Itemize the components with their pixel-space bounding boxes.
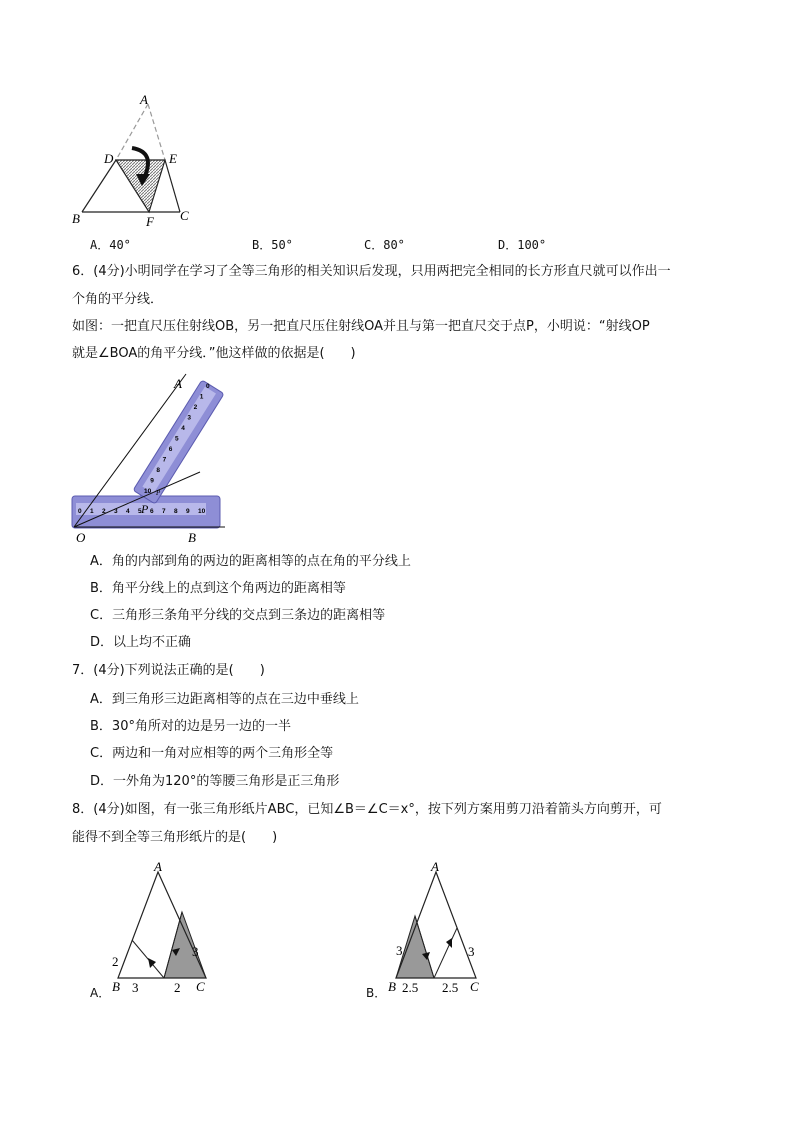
tilted-ruler-tick: 6 bbox=[168, 446, 173, 453]
q8-figure-b bbox=[380, 858, 520, 1000]
horizontal-ruler-tick: 5 bbox=[138, 508, 142, 515]
horizontal-ruler-tick: 2 bbox=[102, 508, 106, 515]
q5-label-F: F bbox=[146, 214, 154, 229]
tilted-ruler-tick: 7 bbox=[162, 456, 167, 464]
q6-label-B: B bbox=[188, 530, 196, 545]
tilted-ruler-tick: 8 bbox=[156, 467, 161, 474]
q7-option-a: A．到三角形三边距离相等的点在三边中垂线上 bbox=[90, 692, 359, 707]
q5-label-B: B bbox=[72, 211, 80, 226]
q8a-label-C: C bbox=[196, 979, 205, 994]
q6-option-a: A．角的内部到角的两边的距离相等的点在角的平分线上 bbox=[90, 554, 411, 569]
horizontal-ruler-tick: 1 bbox=[90, 508, 94, 515]
q7-option-b: B．30°角所对的边是另一边的一半 bbox=[90, 719, 291, 734]
q5-option-c: C．80° bbox=[364, 238, 405, 252]
horizontal-ruler-tick: 4 bbox=[126, 508, 130, 515]
tilted-ruler-tick: 2 bbox=[193, 404, 198, 411]
horizontal-ruler-tick: 7 bbox=[162, 508, 166, 515]
q5-label-D: D bbox=[104, 151, 114, 166]
q6-label-O: O bbox=[76, 530, 86, 545]
tilted-ruler-tick: 0 bbox=[206, 383, 210, 390]
q6-stem-line3: 如图：一把直尺压住射线OB，另一把直尺压住射线OA并且与第一把直尺交于点P，小明说：“射线OP bbox=[72, 319, 650, 334]
q7-option-d: D．一外角为120°的等腰三角形是正三角形 bbox=[90, 774, 340, 789]
q8a-num-bottom-left: 3 bbox=[132, 980, 139, 995]
horizontal-ruler-tick: 0 bbox=[78, 508, 82, 515]
q8b-num-right: 3 bbox=[468, 944, 475, 959]
q5-label-C: C bbox=[180, 208, 189, 223]
q7-option-c: C．两边和一角对应相等的两个三角形全等 bbox=[90, 746, 334, 761]
horizontal-ruler-tick: 10 bbox=[198, 508, 206, 515]
q6-option-b: B．角平分线上的点到这个角两边的距离相等 bbox=[90, 581, 346, 596]
horizontal-ruler-tick: 9 bbox=[186, 508, 190, 515]
q6-option-d: D．以上均不正确 bbox=[90, 635, 192, 650]
q6-stem-line1: 6．(4分)小明同学在学习了全等三角形的相关知识后发现，只用两把完全相同的长方形直尺就可以作出一 bbox=[72, 264, 671, 279]
tilted-ruler-tick: 5 bbox=[175, 435, 179, 443]
q5-triangle-figure bbox=[60, 90, 210, 230]
q8a-num-left: 2 bbox=[112, 954, 119, 969]
q8b-label-B: B bbox=[388, 979, 396, 994]
tilted-ruler-tick: 10 bbox=[144, 488, 152, 495]
tilted-ruler-tick: 9 bbox=[150, 477, 154, 485]
q7-stem: 7．(4分)下列说法正确的是( ) bbox=[72, 663, 265, 678]
q8a-label-B: B bbox=[112, 979, 120, 994]
q5-option-d: D．100° bbox=[498, 238, 547, 252]
q8a-num-right: 3 bbox=[192, 944, 199, 959]
q6-rulers-figure bbox=[60, 372, 240, 547]
horizontal-ruler-tick: 6 bbox=[150, 508, 154, 515]
q5-label-E: E bbox=[169, 151, 177, 166]
q6-label-A: A bbox=[174, 376, 182, 391]
q5-option-b: B．50° bbox=[252, 238, 293, 252]
tilted-ruler-tick: 1 bbox=[199, 393, 204, 401]
q6-stem-line2: 个角的平分线． bbox=[72, 292, 164, 307]
q8-stem-line1: 8．(4分)如图，有一张三角形纸片ABC，已知∠B＝∠C＝x°，按下列方案用剪刀沿着箭头方向剪开，可 bbox=[72, 802, 662, 817]
q6-option-c: C．三角形三条角平分线的交点到三条边的距离相等 bbox=[90, 608, 386, 623]
q8-figure-a bbox=[86, 858, 226, 1000]
q8-stem-line2: 能得不到全等三角形纸片的是( ) bbox=[72, 830, 278, 845]
q8-option-a-label: A． bbox=[90, 986, 111, 1000]
q8b-label-A: A bbox=[431, 859, 439, 874]
q5-option-a: A．40° bbox=[90, 238, 131, 252]
q8b-num-bottom-left: 2.5 bbox=[402, 980, 419, 995]
horizontal-ruler-tick: 3 bbox=[114, 508, 118, 515]
tilted-ruler-tick: 3 bbox=[187, 414, 192, 422]
horizontal-ruler-tick: 8 bbox=[174, 508, 178, 515]
q6-label-P: P bbox=[141, 502, 149, 516]
q8b-num-bottom-right: 2.5 bbox=[442, 980, 459, 995]
q8a-label-A: A bbox=[154, 859, 162, 874]
q8b-label-C: C bbox=[470, 979, 479, 994]
q5-label-A: A bbox=[140, 92, 148, 107]
q8a-num-bottom-right: 2 bbox=[174, 980, 181, 995]
q8b-num-left: 3 bbox=[396, 943, 403, 958]
tilted-ruler-tick: 4 bbox=[181, 425, 185, 432]
q6-stem-line4: 就是∠BOA的角平分线．”他这样做的依据是( ) bbox=[72, 346, 356, 361]
q8-option-b-label: B． bbox=[366, 986, 387, 1000]
q6-label-P-small: P bbox=[156, 489, 161, 497]
